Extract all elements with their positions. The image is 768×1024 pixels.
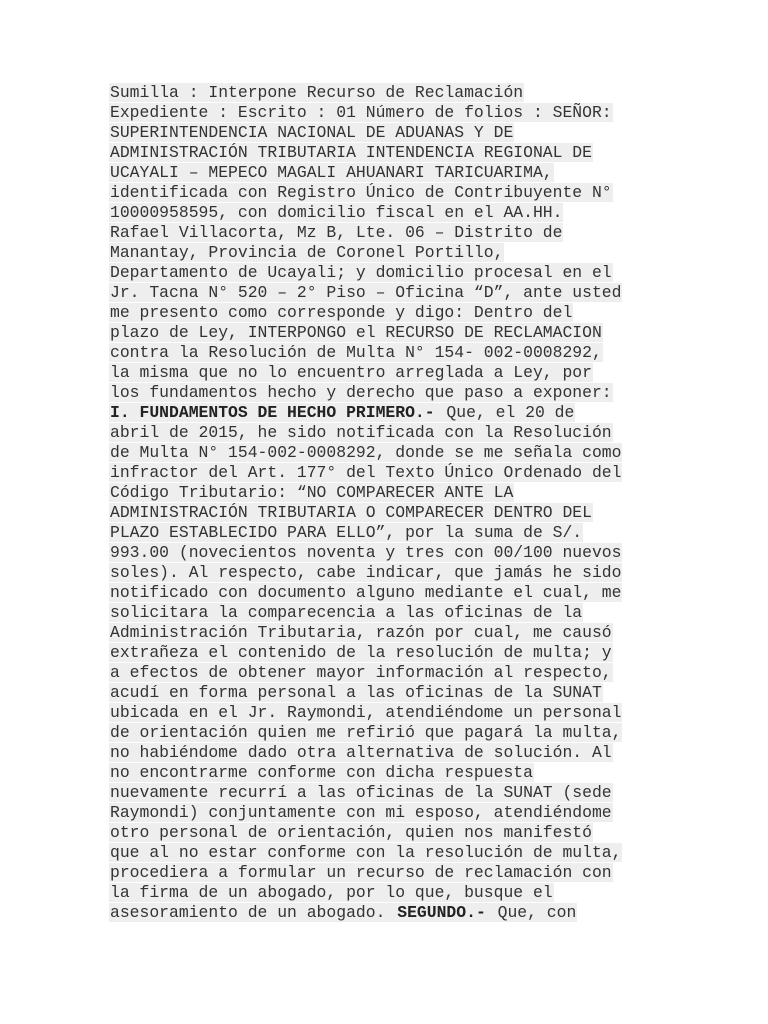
text-line: PLAZO ESTABLECIDO PARA ELLO”, por la suma de S/.	[110, 523, 583, 542]
text-line: no encontrarme conforme con dicha respuesta	[110, 763, 533, 782]
section-heading-line: I. FUNDAMENTOS DE HECHO PRIMERO.- Que, el 20 de	[110, 403, 575, 422]
text-line: Expediente : Escrito : 01 Número de folios : SEÑOR:	[110, 103, 612, 122]
text-line: Código Tributario: “NO COMPARECER ANTE LA	[110, 483, 514, 502]
text-line: abril de 2015, he sido notificada con la Resolución	[110, 423, 612, 442]
text-line: otro personal de orientación, quien nos manifestó	[110, 823, 592, 842]
text-line: 10000958595, con domicilio fiscal en el AA.HH.	[110, 203, 563, 222]
text-line: contra la Resolución de Multa N° 154- 002-0008292,	[110, 343, 602, 362]
text-line: solicitara la comparecencia a las oficinas de la	[110, 603, 583, 622]
text-line: SUPERINTENDENCIA NACIONAL DE ADUANAS Y DE	[110, 123, 514, 142]
text-line: que al no estar conforme con la resolución de multa,	[110, 843, 622, 862]
text-line: plazo de Ley, INTERPONGO el RECURSO DE RECLAMACION	[110, 323, 602, 342]
text-line: Administración Tributaria, razón por cual, me causó	[110, 623, 612, 642]
section-heading: I. FUNDAMENTOS DE HECHO PRIMERO.-	[110, 403, 435, 422]
text-line: 993.00 (novecientos noventa y tres con 00/100 nuevos	[110, 543, 622, 562]
document-body	[109, 83, 669, 923]
text-line: Sumilla : Interpone Recurso de Reclamación	[110, 83, 524, 102]
text-line: Raymondi) conjuntamente con mi esposo, atendiéndome	[110, 803, 612, 822]
text-line: nuevamente recurrí a las oficinas de la SUNAT (sede	[110, 783, 612, 802]
text-line: de Multa N° 154-002-0008292, donde se me señala como	[110, 443, 622, 462]
text-line: de orientación quien me refirió que pagará la multa,	[110, 723, 622, 742]
text-line: a efectos de obtener mayor información al respecto,	[110, 663, 612, 682]
text-line: no habiéndome dado otra alternativa de solución. Al	[110, 743, 612, 762]
text-line: Rafael Villacorta, Mz B, Lte. 06 – Distrito de	[110, 223, 563, 242]
text-line: ubicada en el Jr. Raymondi, atendiéndome un personal	[110, 703, 622, 722]
text-line: extrañeza el contenido de la resolución de multa; y	[110, 643, 612, 662]
text-line: soles). Al respecto, cabe indicar, que jamás he sido	[110, 563, 622, 582]
text-line: procediera a formular un recurso de reclamación con	[110, 863, 612, 882]
text-line: identificada con Registro Único de Contribuyente N°	[110, 183, 612, 202]
text-line: notificado con documento alguno mediante el cual, me	[110, 583, 622, 602]
section-heading-segundo: SEGUNDO.-	[397, 903, 486, 922]
text-line: Departamento de Ucayali; y domicilio procesal en el	[110, 263, 612, 282]
text-line: Manantay, Provincia de Coronel Portillo,	[110, 243, 504, 262]
text-line: los fundamentos hecho y derecho que paso a exponer:	[110, 383, 612, 402]
text-line: la misma que no lo encuentro arreglada a Ley, por	[110, 363, 592, 382]
text-line: infractor del Art. 177° del Texto Único Ordenado del	[110, 463, 622, 482]
text-line: acudí en forma personal a las oficinas de la SUNAT	[110, 683, 602, 702]
text-line: ADMINISTRACIÓN TRIBUTARIA O COMPARECER DENTRO DEL	[110, 503, 592, 522]
text-line: UCAYALI – MEPECO MAGALI AHUANARI TARICUARIMA,	[110, 163, 553, 182]
text-line-last: asesoramiento de un abogado. SEGUNDO.- Que, con	[110, 903, 577, 922]
text-line: me presento como corresponde y digo: Dentro del	[110, 303, 573, 322]
text-line: la firma de un abogado, por lo que, busque el	[110, 883, 553, 902]
text-line: Jr. Tacna N° 520 – 2° Piso – Oficina “D”, ante usted	[110, 283, 622, 302]
text-line: ADMINISTRACIÓN TRIBUTARIA INTENDENCIA REGIONAL DE	[110, 143, 592, 162]
